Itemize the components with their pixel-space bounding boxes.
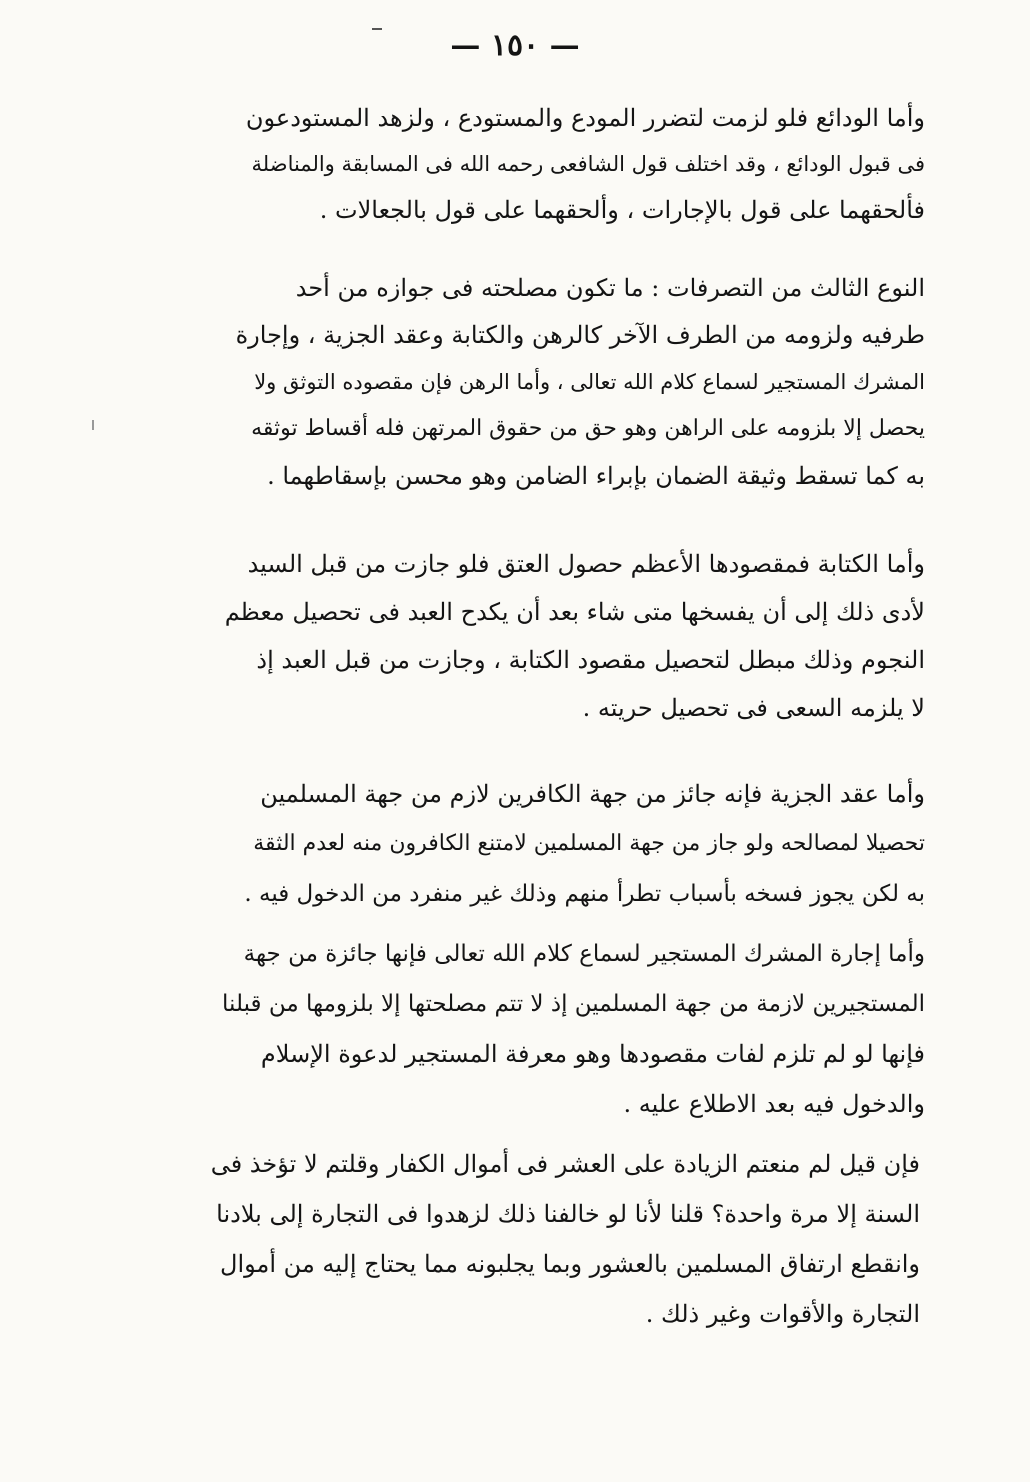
paragraph-line: طرفيه ولزومه من الطرف الآخر كالرهن والكتابة وعقد الجزية ، وإجارة (235, 321, 925, 349)
paragraph-line: فألحقهما على قول بالإجارات ، وألحقهما على قول بالجعالات . (319, 196, 925, 224)
paragraph-line: التجارة والأقوات وغير ذلك . (645, 1300, 920, 1328)
paragraph-1 (245, 94, 925, 234)
paragraph-line: يحصل إلا بلزومه على الراهن وهو حق من حقوق المرتهن فله أقساط توثقه (251, 416, 925, 441)
page-number: — ١٥٠ — (450, 28, 580, 63)
paragraph-line: به لكن يجوز فسخه بأسباب تطرأ منهم وذلك غير منفرد من الدخول فيه . (244, 881, 925, 907)
paragraph-line: وأما الكتابة فمقصودها الأعظم حصول العتق فلو جازت من قبل السيد (247, 550, 925, 578)
paragraph-6 (205, 1140, 920, 1360)
paragraph-line: وأما عقد الجزية فإنه جائز من جهة الكافرين لازم من جهة المسلمين (260, 780, 925, 808)
paragraph-line: تحصيلا لمصالحه ولو جاز من جهة المسلمين لامتنع الكافرون منه لعدم الثقة (253, 831, 925, 856)
paragraph-line: لا يلزمه السعى فى تحصيل حريته . (582, 694, 925, 722)
paragraph-line: فإنها لو لم تلزم لفات مقصودها وهو معرفة المستجير لدعوة الإسلام (260, 1040, 925, 1068)
paragraph-2 (235, 264, 925, 524)
paragraph-line: المستجيرين لازمة من جهة المسلمين إذ لا تتم مصلحتها إلا بلزومها من قبلنا (222, 991, 925, 1017)
paragraph-line: وأما إجارة المشرك المستجير لسماع كلام الله تعالى فإنها جائزة من جهة (243, 941, 925, 967)
paragraph-line: وأما الودائع فلو لزمت لتضرر المودع والمستودع ، ولزهد المستودعون (245, 104, 925, 132)
paragraph-line: والدخول فيه بعد الاطلاع عليه . (623, 1090, 925, 1118)
paragraph-line: المشرك المستجير لسماع كلام الله تعالى ، وأما الرهن فإن مقصوده التوثق ولا (254, 370, 925, 394)
paragraph-line: لأدى ذلك إلى أن يفسخها متى شاء بعد أن يكدح العبد فى تحصيل معظم (224, 598, 925, 626)
paragraph-line: به كما تسقط وثيقة الضمان بإبراء الضامن وهو محسن بإسقاطهما . (267, 462, 925, 490)
paragraph-line: فإن قيل لم منعتم الزيادة على العشر فى أموال الكفار وقلتم لا تؤخذ فى (210, 1150, 920, 1178)
paragraph-line: وانقطع ارتفاق المسلمين بالعشور وبما يجلبونه مما يحتاج إليه من أموال (220, 1250, 920, 1278)
paragraph-line: النوع الثالث من التصرفات : ما تكون مصلحته فى جوازه من أحد (295, 274, 925, 302)
paragraph-3 (225, 540, 925, 750)
paragraph-5 (215, 930, 925, 1140)
paragraph-line: النجوم وذلك مبطل لتحصيل مقصود الكتابة ، وجازت من قبل العبد إذ (256, 646, 925, 674)
scan-mark (92, 420, 94, 430)
paragraph-line: السنة إلا مرة واحدة؟ قلنا لأنا لو خالفنا ذلك لزهدوا فى التجارة إلى بلادنا (216, 1200, 920, 1228)
paragraph-line: فى قبول الودائع ، وقد اختلف قول الشافعى رحمه الله فى المسابقة والمناضلة (251, 152, 925, 176)
paragraph-4 (225, 770, 925, 920)
